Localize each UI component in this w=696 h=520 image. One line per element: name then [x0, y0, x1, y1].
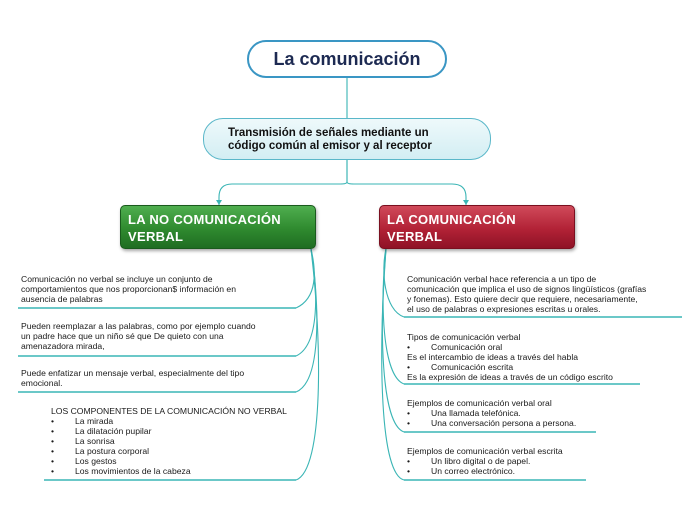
subtopic-line: código común al emisor y al receptor	[228, 140, 432, 152]
list-item: • La dilatación pupilar	[51, 426, 152, 436]
leaf-no-verbal-reemplazar[interactable]	[21, 321, 256, 351]
branch-label: VERBAL	[128, 229, 184, 244]
connector-left-leaf-4	[296, 249, 319, 480]
leaf-verbal-ejemplos-escrita[interactable]	[407, 446, 563, 476]
root-title: La comunicación	[273, 48, 421, 69]
leaf-text: Comunicación no verbal se incluye un conjunto de	[21, 274, 213, 284]
leaf-text: amenazadora mirada,	[21, 341, 105, 351]
leaf-text: comportamientos que nos proporcionan$ información en	[21, 284, 236, 294]
leaf-no-verbal-componentes[interactable]	[51, 406, 287, 476]
leaf-text: Comunicación verbal hace referencia a un tipo de	[407, 274, 597, 284]
list-item: • Los movimientos de la cabeza	[51, 466, 191, 476]
list-item: • Comunicación oral	[407, 342, 503, 352]
leaf-text: el uso de palabras o expresiones escritas u orales.	[407, 304, 601, 314]
leaf-no-verbal-definition[interactable]	[21, 274, 236, 304]
leaf-text: emocional.	[21, 378, 63, 388]
leaf-text: LOS COMPONENTES DE LA COMUNICACIÓN NO VERBAL	[51, 406, 287, 416]
leaf-verbal-ejemplos-oral[interactable]	[407, 398, 576, 428]
connector-right-leaf-1	[384, 249, 404, 317]
leaf-text: Ejemplos de comunicación verbal escrita	[407, 446, 563, 456]
list-item: • Una llamada telefónica.	[407, 408, 521, 418]
list-item: • La postura corporal	[51, 446, 150, 456]
branch-node-no-verbal[interactable]	[120, 205, 316, 249]
leaf-text: Tipos de comunicación verbal	[407, 332, 521, 342]
root-node[interactable]	[247, 40, 447, 78]
leaf-text: ausencia de palabras	[21, 294, 103, 304]
leaf-text: Ejemplos de comunicación verbal oral	[407, 398, 552, 408]
leaf-no-verbal-enfatizar[interactable]	[21, 368, 244, 388]
leaf-text: y fonemas). Esto quiere decir que requiere, necesariamente,	[407, 294, 638, 304]
branch-node-verbal[interactable]	[379, 205, 575, 249]
list-item: • Los gestos	[51, 456, 117, 466]
connector-right-leaf-2	[383, 249, 404, 384]
subtopic-line: Transmisión de señales mediante un	[228, 127, 429, 139]
list-item: • La sonrisa	[51, 436, 115, 446]
leaf-verbal-definition[interactable]	[407, 274, 646, 314]
branch-label: VERBAL	[387, 229, 443, 244]
leaf-text: Es el intercambio de ideas a través del habla	[407, 352, 579, 362]
leaf-text: Puede enfatizar un mensaje verbal, especialmente del tipo	[21, 368, 245, 378]
leaf-text: Pueden reemplazar a las palabras, como por ejemplo cuando	[21, 321, 256, 331]
leaf-text: Es la expresión de ideas a través de un código escrito	[407, 372, 613, 382]
leaf-verbal-tipos[interactable]	[407, 332, 613, 382]
subtopic-node[interactable]	[203, 118, 491, 160]
list-item: • Un libro digital o de papel.	[407, 456, 531, 466]
list-item: • La mirada	[51, 416, 114, 426]
connector-subtopic-left	[219, 160, 347, 205]
leaf-text: comunicación que implica el uso de signos lingüísticos (grafías	[407, 284, 647, 294]
list-item: • Comunicación escrita	[407, 362, 514, 372]
branch-label: LA COMUNICACIÓN	[387, 212, 516, 227]
list-item: • Una conversación persona a persona.	[407, 418, 577, 428]
leaf-text: un padre hace que un niño sé que De quieto con una	[21, 331, 224, 341]
branch-label: LA NO COMUNICACIÓN	[128, 212, 281, 227]
list-item: • Un correo electrónico.	[407, 466, 516, 476]
connector-subtopic-right	[347, 160, 466, 205]
